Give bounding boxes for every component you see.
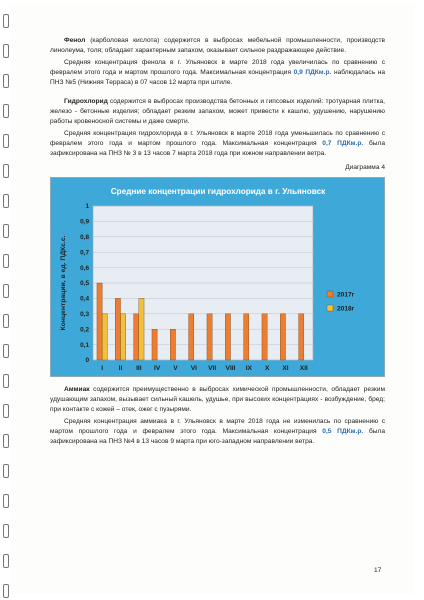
bar-2018г — [139, 298, 144, 360]
y-tick-label: 0,3 — [80, 311, 89, 318]
x-tick-label: XI — [282, 365, 289, 372]
paragraph-hydrochloride-concentration: Средняя концентрация гидрохлорида в г. Ульяновск в марте 2018 года уменьшилась по сравнению с февралем этого года и мартом прошлого года. Максимальная концентрация 0,7 ПДКм.р. была зафиксирована на ПНЗ № 3 в 13 часов 7 марта 2018 года при южном направлении ветра. — [50, 130, 385, 157]
max-value-hydrochloride: 0,7 ПДКм.р. — [322, 140, 364, 147]
y-tick-label: 0,5 — [80, 280, 89, 288]
x-tick-label: VII — [208, 365, 217, 372]
x-tick-label: VIII — [225, 365, 236, 372]
term-phenol: Фенол — [64, 37, 86, 44]
x-tick-label: IV — [154, 365, 161, 372]
paragraph-hydrochloride: Гидрохлорид содержится в выбросах производства бетонных и гипсовых изделий: тротуарная плитка, железо - бетонные изделия; обладает резким запахом, может привести к кашлю, удушению, нарушению работы кровеносной системы и даже смерти. — [50, 98, 385, 125]
y-tick-label: 0,2 — [80, 326, 89, 334]
x-tick-label: IX — [245, 365, 252, 372]
x-tick-label: II — [118, 365, 123, 372]
y-tick-label: 0 — [85, 357, 89, 365]
bar-2017г — [280, 314, 285, 360]
paragraph-ammonia: Аммиак содержится преимущественно в выбросах химической промышленности, обладает резким удушающим запахом, вызывает сильный кашель, удушье, при высоких концентрациях - возбуждение, бред; при контакте с кожей – отек, ожег с пузырями. — [50, 386, 385, 413]
bar-2017г — [152, 329, 157, 360]
legend-label: 2018г — [337, 305, 355, 313]
ring-binding — [0, 0, 10, 600]
legend-swatch — [327, 291, 333, 297]
bar-2017г — [244, 314, 249, 360]
x-tick-label: VI — [190, 365, 197, 372]
bar-2017г — [225, 314, 230, 360]
bar-2017г — [299, 314, 304, 360]
y-tick-label: 0,1 — [80, 341, 89, 349]
page-number: 17 — [374, 567, 382, 574]
max-value-phenol: 0,9 ПДКм.р. — [293, 69, 332, 76]
chart-title: Средние концентрации гидрохлорида в г. Ульяновск — [110, 187, 326, 196]
y-tick-label: 0,8 — [80, 234, 89, 241]
hydrochloride-chart — [50, 177, 385, 377]
paragraph-ammonia-concentration: Средняя концентрация аммиака в г. Ульяновск в марте 2018 года не изменилась по сравнению с мартом прошлого года и февралем этого года. Максимальная концентрация 0,5 ПДКм.р. была зафиксирована на ПНЗ №4 в 13 часов 9 марта при юго-западном направлении ветра. — [50, 418, 385, 445]
bar-2017г — [115, 298, 120, 360]
y-tick-label: 1 — [85, 203, 89, 211]
y-tick-label: 0,4 — [80, 295, 89, 303]
bar-2017г — [134, 314, 139, 360]
y-axis-label: Концентрации, в ед. ПДКс.с. — [60, 235, 67, 331]
paragraph-phenol: Фенол (карболовая кислота) содержится в выбросах мебельной промышленности, производств линолеума, толя; обладает характерным запахом, оказывает сильное раздражающее действие. — [50, 37, 385, 54]
legend-swatch — [327, 305, 333, 311]
paragraph-phenol-concentration: Средняя концентрация фенола в г. Ульяновск в марте 2018 года увеличилась по сравнению с февралем этого года и мартом прошлого года. Максимальная концентрация 0,9 ПДКм.р. наблюдалась на ПНЗ №5 (Нижняя Терраса) в 07 часов 12 марта при штиле. — [50, 59, 386, 86]
term-ammonia: Аммиак — [64, 386, 90, 393]
x-tick-label: I — [101, 365, 104, 372]
bar-2017г — [207, 314, 212, 360]
bar-2017г — [170, 329, 175, 360]
max-value-ammonia: 0,5 ПДКм.р. — [322, 428, 364, 435]
y-tick-label: 0,7 — [80, 249, 89, 257]
chart-svg — [51, 178, 386, 378]
document-content — [50, 36, 385, 456]
x-tick-label: XII — [299, 365, 308, 372]
x-tick-label: III — [136, 365, 142, 372]
x-tick-label: V — [173, 365, 178, 372]
term-hydrochloride: Гидрохлорид — [64, 98, 108, 105]
y-tick-label: 0,6 — [80, 264, 89, 272]
y-tick-label: 0,9 — [80, 218, 89, 226]
legend-label: 2017г — [337, 291, 355, 299]
diagram-caption: Диаграмма 4 — [345, 164, 385, 171]
bar-2017г — [97, 283, 102, 360]
bar-2018г — [102, 314, 107, 360]
bar-2017г — [262, 314, 267, 360]
bar-2018г — [121, 314, 126, 360]
x-tick-label: X — [264, 365, 270, 372]
bar-2017г — [189, 314, 194, 360]
